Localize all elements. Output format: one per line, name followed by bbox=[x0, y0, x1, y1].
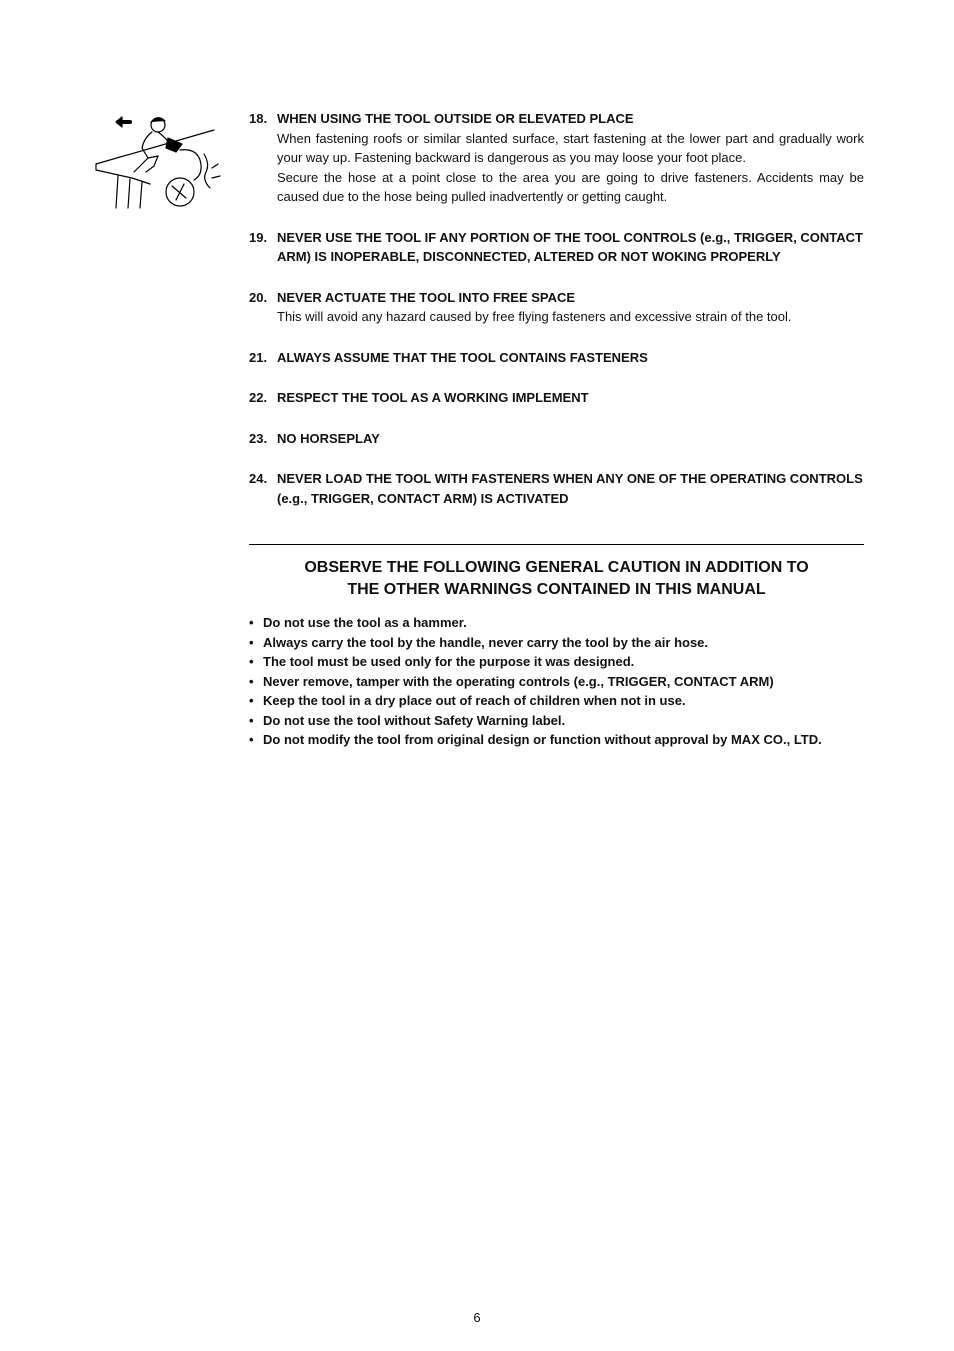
caution-item-text: Do not modify the tool from original design or function without approval by MAX CO., LTD. bbox=[263, 732, 822, 747]
caution-item bbox=[249, 672, 864, 692]
caution-item bbox=[249, 730, 864, 750]
warning-item-22 bbox=[249, 388, 864, 408]
warning-heading: NEVER USE THE TOOL IF ANY PORTION OF THE TOOL CONTROLS (e.g., TRIGGER, CONTACT ARM) IS INOPERABLE, DISCONNECTED, ALTERED OR NOT WOKING PROPERLY bbox=[277, 229, 863, 264]
caution-item-text: Do not use the tool as a hammer. bbox=[263, 615, 467, 630]
caution-item bbox=[249, 652, 864, 672]
caution-title-line2: THE OTHER WARNINGS CONTAINED IN THIS MANUAL bbox=[347, 581, 766, 598]
warning-heading: RESPECT THE TOOL AS A WORKING IMPLEMENT bbox=[277, 390, 589, 405]
warning-item-21 bbox=[249, 348, 864, 368]
roof-worker-illustration bbox=[92, 108, 224, 212]
caution-list bbox=[249, 613, 864, 750]
caution-item-text: The tool must be used only for the purpose it was designed. bbox=[263, 654, 635, 669]
caution-item bbox=[249, 613, 864, 633]
warning-number: 20. bbox=[249, 289, 268, 305]
warning-paragraph: When fastening roofs or similar slanted surface, start fastening at the lower part and gradually work your way up. Fastening backward is dangerous as you may loose your foot place. bbox=[277, 130, 864, 165]
bullet-icon: • bbox=[249, 634, 254, 650]
bullet-icon: • bbox=[249, 693, 254, 708]
warning-heading: WHEN USING THE TOOL OUTSIDE OR ELEVATED PLACE bbox=[277, 111, 634, 126]
warning-heading: NEVER ACTUATE THE TOOL INTO FREE SPACE bbox=[277, 289, 576, 305]
warning-number: 18. bbox=[249, 111, 268, 126]
warning-heading: NEVER LOAD THE TOOL WITH FASTENERS WHEN ANY ONE OF THE OPERATING CONTROLS (e.g., TRIGGER, CONTACT ARM) IS ACTIVATED bbox=[277, 471, 863, 506]
warning-number: 19. bbox=[249, 229, 268, 245]
warning-number: 23. bbox=[249, 430, 268, 446]
safety-content bbox=[249, 109, 864, 750]
warning-item-19 bbox=[249, 228, 864, 267]
caution-item-text: Never remove, tamper with the operating controls (e.g., TRIGGER, CONTACT ARM) bbox=[263, 673, 774, 689]
warning-item-24 bbox=[249, 469, 864, 508]
roof-worker-drawing bbox=[92, 108, 224, 212]
warning-number: 24. bbox=[249, 471, 268, 486]
warning-paragraph: This will avoid any hazard caused by free flying fasteners and excessive strain of the tool. bbox=[277, 309, 792, 324]
bullet-icon: • bbox=[249, 732, 254, 747]
warning-heading: ALWAYS ASSUME THAT THE TOOL CONTAINS FASTENERS bbox=[277, 349, 648, 365]
warning-number: 22. bbox=[249, 390, 268, 405]
bullet-icon: • bbox=[249, 615, 254, 630]
caution-item-text: Keep the tool in a dry place out of reach of children when not in use. bbox=[263, 693, 686, 708]
caution-item-text: Do not use the tool without Safety Warning label. bbox=[263, 712, 566, 728]
bullet-icon: • bbox=[249, 673, 254, 689]
warning-paragraph: Secure the hose at a point close to the area you are going to drive fasteners. Accidents may be caused due to the hose being pulled inadvertently or getting caught. bbox=[277, 169, 864, 204]
bullet-icon: • bbox=[249, 712, 254, 728]
caution-item-text: Always carry the tool by the handle, never carry the tool by the air hose. bbox=[263, 634, 709, 650]
caution-item bbox=[249, 633, 864, 653]
bullet-icon: • bbox=[249, 654, 254, 669]
section-divider bbox=[249, 544, 864, 545]
warning-item-18 bbox=[249, 109, 864, 207]
warning-number: 21. bbox=[249, 349, 268, 365]
warning-item-20 bbox=[249, 288, 864, 327]
caution-item bbox=[249, 691, 864, 711]
caution-title bbox=[249, 557, 864, 601]
warning-heading: NO HORSEPLAY bbox=[277, 430, 380, 446]
caution-item bbox=[249, 711, 864, 731]
warning-item-23 bbox=[249, 429, 864, 449]
page-number: 6 bbox=[473, 1310, 481, 1325]
caution-title-line1: OBSERVE THE FOLLOWING GENERAL CAUTION IN ADDITION TO bbox=[304, 559, 809, 576]
